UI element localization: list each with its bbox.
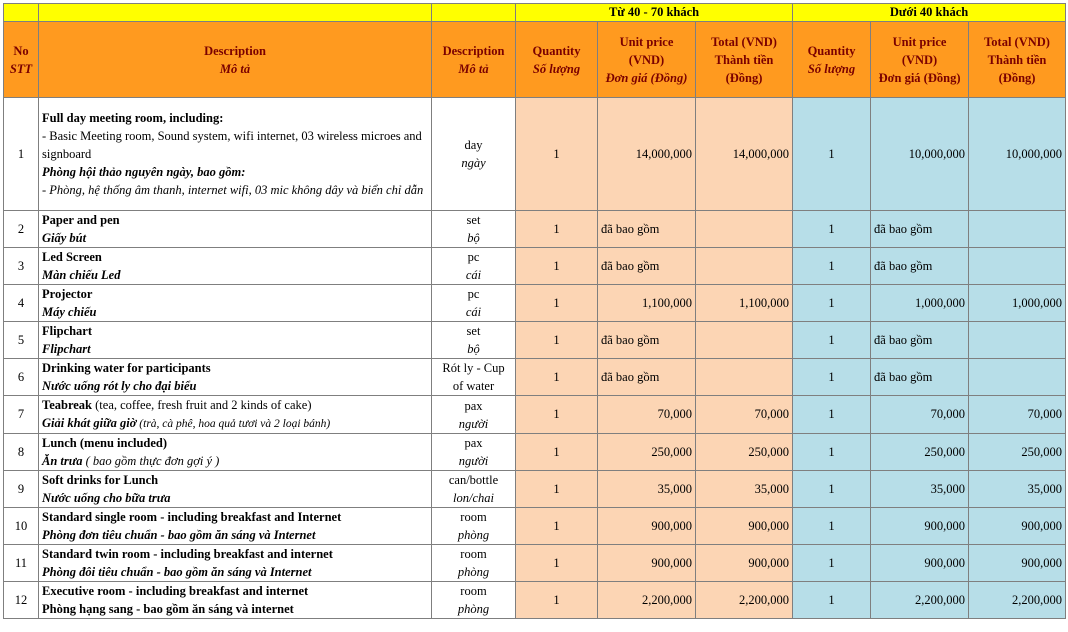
row-title-en: Executive room - including breakfast and internet — [42, 584, 309, 598]
row-total-b: 10,000,000 — [969, 98, 1066, 211]
row-price-a: đã bao gồm — [598, 322, 696, 359]
row-title-vi: Phòng hội thảo nguyên ngày, bao gồm: — [42, 165, 246, 179]
col-header-unit — [432, 22, 516, 98]
row-unit-en: day — [464, 138, 483, 152]
row-number: 5 — [4, 322, 39, 359]
col-header-no-en: No — [13, 43, 29, 58]
row-unit-en: set — [466, 324, 481, 338]
table-row — [4, 582, 1066, 619]
col-header-qty-a-vi: Số lượng — [532, 61, 581, 76]
row-number: 10 — [4, 508, 39, 545]
row-total-b — [969, 322, 1066, 359]
col-header-description — [39, 22, 432, 98]
row-qty-b: 1 — [793, 211, 871, 248]
table-row — [4, 248, 1066, 285]
row-total-a: 900,000 — [696, 545, 793, 582]
row-detail-en: - Basic Meeting room, Sound system, wifi internet, 03 wireless microes and signboard — [42, 129, 422, 161]
row-unit-en: pc — [467, 250, 480, 264]
row-qty-a: 1 — [516, 434, 598, 471]
row-total-b: 250,000 — [969, 434, 1066, 471]
row-total-b: 2,200,000 — [969, 582, 1066, 619]
row-description — [39, 508, 432, 545]
column-header-row — [4, 22, 1066, 98]
row-description — [39, 582, 432, 619]
row-title-vi: Nước uống rót ly cho đại biểu — [42, 379, 197, 393]
row-unit-en: set — [466, 213, 481, 227]
row-price-a: 900,000 — [598, 508, 696, 545]
row-title-en: Led Screen — [42, 250, 102, 264]
row-price-b: đã bao gồm — [871, 359, 969, 396]
row-description — [39, 434, 432, 471]
row-qty-a: 1 — [516, 359, 598, 396]
row-qty-b: 1 — [793, 359, 871, 396]
row-price-a: 900,000 — [598, 545, 696, 582]
row-description — [39, 322, 432, 359]
row-unit — [432, 396, 516, 434]
row-price-a: 35,000 — [598, 471, 696, 508]
row-number: 9 — [4, 471, 39, 508]
row-title-vi: Flipchart — [42, 342, 91, 356]
group-spacer-cell — [4, 4, 39, 22]
col-header-qty-b-vi: Số lượng — [807, 61, 856, 76]
table-row — [4, 508, 1066, 545]
col-header-description-en: Description — [204, 43, 266, 58]
col-header-total-b-en: Total (VND) — [984, 34, 1050, 49]
col-header-price-a — [598, 22, 696, 98]
table-row — [4, 396, 1066, 434]
row-unit — [432, 434, 516, 471]
group-spacer-cell — [432, 4, 516, 22]
row-total-a: 14,000,000 — [696, 98, 793, 211]
row-unit-vi: cái — [465, 268, 482, 282]
row-unit — [432, 98, 516, 211]
col-header-price-b — [871, 22, 969, 98]
row-unit-vi: người — [458, 416, 489, 431]
row-description — [39, 248, 432, 285]
row-number: 8 — [4, 434, 39, 471]
row-qty-b: 1 — [793, 285, 871, 322]
row-description — [39, 285, 432, 322]
row-title-en: Standard twin room - including breakfast and internet — [42, 547, 333, 561]
row-unit-en: pax — [464, 398, 483, 413]
row-title-en: Teabreak — [42, 398, 93, 412]
row-description — [39, 396, 432, 434]
row-title-vi: Phòng đôi tiêu chuẩn - bao gồm ăn sáng và Internet — [42, 565, 312, 579]
row-title-vi: Giải khát giữa giờ — [42, 416, 137, 430]
row-qty-b: 1 — [793, 322, 871, 359]
row-number: 4 — [4, 285, 39, 322]
col-header-total-b — [969, 22, 1066, 98]
row-qty-a: 1 — [516, 285, 598, 322]
row-unit-en: room — [460, 510, 487, 524]
row-unit-vi: phòng — [457, 528, 490, 542]
row-qty-b: 1 — [793, 582, 871, 619]
row-price-a: 14,000,000 — [598, 98, 696, 211]
row-description — [39, 211, 432, 248]
row-price-a: đã bao gồm — [598, 211, 696, 248]
row-unit — [432, 359, 516, 396]
row-unit-en: room — [460, 584, 487, 598]
row-total-a: 35,000 — [696, 471, 793, 508]
row-total-a — [696, 359, 793, 396]
row-total-b — [969, 248, 1066, 285]
row-title-vi: Màn chiếu Led — [42, 268, 121, 282]
col-header-unit-en: Description — [442, 43, 505, 58]
row-price-a: 1,100,000 — [598, 285, 696, 322]
row-price-b: 1,000,000 — [871, 285, 969, 322]
row-unit-vi: ngày — [461, 156, 486, 170]
row-qty-a: 1 — [516, 248, 598, 285]
row-title-en: Soft drinks for Lunch — [42, 473, 159, 487]
row-description — [39, 471, 432, 508]
row-unit-vi: bộ — [467, 342, 480, 356]
row-price-b: 70,000 — [871, 396, 969, 434]
row-description — [39, 359, 432, 396]
table-row — [4, 211, 1066, 248]
row-title-vi-note: (trà, cà phê, hoa quả tươi và 2 loại bánh) — [136, 418, 331, 430]
group-a-label: Từ 40 - 70 khách — [516, 4, 793, 22]
row-price-b: 900,000 — [871, 545, 969, 582]
col-header-unit-vi: Mô tả — [458, 61, 489, 76]
row-number: 7 — [4, 396, 39, 434]
row-unit-en: room — [460, 547, 487, 561]
table-row — [4, 471, 1066, 508]
col-header-qty-a-en: Quantity — [532, 43, 581, 58]
row-total-a: 900,000 — [696, 508, 793, 545]
row-title-vi: Nước uống cho bữa trưa — [42, 491, 171, 505]
group-header-row — [4, 4, 1066, 22]
row-qty-a: 1 — [516, 545, 598, 582]
row-total-b: 900,000 — [969, 545, 1066, 582]
row-price-b: đã bao gồm — [871, 211, 969, 248]
row-total-b: 70,000 — [969, 396, 1066, 434]
col-header-qty-b — [793, 22, 871, 98]
row-total-b: 1,000,000 — [969, 285, 1066, 322]
table-row — [4, 434, 1066, 471]
row-total-a — [696, 211, 793, 248]
row-price-b: 2,200,000 — [871, 582, 969, 619]
group-b-label: Dưới 40 khách — [793, 4, 1066, 22]
row-number: 1 — [4, 98, 39, 211]
row-price-a: 2,200,000 — [598, 582, 696, 619]
row-title-en: Drinking water for participants — [42, 361, 211, 375]
row-number: 11 — [4, 545, 39, 582]
row-description — [39, 545, 432, 582]
row-unit-vi: phòng — [457, 602, 490, 616]
row-number: 2 — [4, 211, 39, 248]
row-price-a: 250,000 — [598, 434, 696, 471]
col-header-no — [4, 22, 39, 98]
row-description — [39, 98, 432, 211]
table-row — [4, 285, 1066, 322]
row-qty-a: 1 — [516, 322, 598, 359]
quotation-table — [3, 3, 1066, 619]
row-title-vi: Giấy bút — [42, 231, 87, 245]
row-qty-a: 1 — [516, 508, 598, 545]
row-unit-en: pc — [467, 287, 480, 301]
row-unit — [432, 582, 516, 619]
table-row — [4, 98, 1066, 211]
row-unit — [432, 545, 516, 582]
row-title-en: Paper and pen — [42, 213, 120, 227]
col-header-qty-a — [516, 22, 598, 98]
row-total-b — [969, 359, 1066, 396]
row-price-a: đã bao gồm — [598, 248, 696, 285]
row-number: 3 — [4, 248, 39, 285]
row-unit — [432, 248, 516, 285]
row-title-en: Lunch (menu included) — [42, 436, 168, 450]
table-row — [4, 359, 1066, 396]
col-header-price-a-vi: Đơn giá (Đồng) — [605, 70, 688, 85]
row-qty-a: 1 — [516, 98, 598, 211]
col-header-description-vi: Mô tả — [219, 61, 251, 76]
row-title-vi-note: ( bao gồm thực đơn gợi ý ) — [82, 454, 220, 468]
col-header-total-a-vi: Thành tiền (Đồng) — [714, 52, 774, 85]
row-total-a: 2,200,000 — [696, 582, 793, 619]
col-header-no-vi: STT — [9, 61, 33, 76]
row-total-b — [969, 211, 1066, 248]
row-title-vi: Phòng đơn tiêu chuẩn - bao gồm ăn sáng và Internet — [42, 528, 316, 542]
row-qty-a: 1 — [516, 582, 598, 619]
row-unit-vi: người — [458, 454, 489, 468]
row-total-a: 70,000 — [696, 396, 793, 434]
row-qty-b: 1 — [793, 396, 871, 434]
row-title-vi: Máy chiếu — [42, 305, 97, 319]
col-header-price-b-en: Unit price (VND) — [892, 34, 947, 67]
row-unit — [432, 211, 516, 248]
row-unit — [432, 322, 516, 359]
col-header-price-a-en: Unit price (VND) — [619, 34, 674, 67]
row-qty-a: 1 — [516, 396, 598, 434]
row-detail-vi: - Phòng, hệ thống âm thanh, internet wifi, 03 mic không dây và biển chỉ dẫn — [42, 183, 424, 197]
row-price-b: 10,000,000 — [871, 98, 969, 211]
table-row — [4, 322, 1066, 359]
row-unit-vi: cái — [465, 305, 482, 319]
row-unit-en: pax — [464, 436, 483, 450]
row-unit-vi: of water — [452, 379, 495, 393]
row-qty-b: 1 — [793, 545, 871, 582]
row-price-b: 250,000 — [871, 434, 969, 471]
col-header-price-b-vi: Đơn giá (Đồng) — [878, 70, 961, 85]
row-qty-b: 1 — [793, 434, 871, 471]
row-number: 12 — [4, 582, 39, 619]
row-total-b: 35,000 — [969, 471, 1066, 508]
col-header-total-a-en: Total (VND) — [711, 34, 777, 49]
row-total-a: 250,000 — [696, 434, 793, 471]
row-unit — [432, 508, 516, 545]
row-total-b: 900,000 — [969, 508, 1066, 545]
row-price-a: 70,000 — [598, 396, 696, 434]
row-unit-en: can/bottle — [448, 473, 499, 487]
row-unit — [432, 471, 516, 508]
row-title-en: Projector — [42, 287, 93, 301]
col-header-total-b-vi: Thành tiền (Đồng) — [987, 52, 1047, 85]
row-unit-vi: lon/chai — [453, 491, 494, 505]
row-unit-en: Rót ly - Cup — [442, 361, 505, 375]
row-price-b: đã bao gồm — [871, 248, 969, 285]
row-number: 6 — [4, 359, 39, 396]
row-total-a: 1,100,000 — [696, 285, 793, 322]
row-total-a — [696, 248, 793, 285]
row-title-vi: Ăn trưa — [42, 454, 83, 468]
row-unit-vi: phòng — [457, 565, 490, 579]
col-header-total-a — [696, 22, 793, 98]
row-title-en: Full day meeting room, including: — [42, 111, 224, 125]
col-header-qty-b-en: Quantity — [807, 43, 856, 58]
row-unit-vi: bộ — [467, 231, 480, 245]
row-price-b: đã bao gồm — [871, 322, 969, 359]
row-qty-a: 1 — [516, 471, 598, 508]
row-price-b: 35,000 — [871, 471, 969, 508]
row-total-a — [696, 322, 793, 359]
row-price-b: 900,000 — [871, 508, 969, 545]
row-unit — [432, 285, 516, 322]
row-title-en-note: (tea, coffee, fresh fruit and 2 kinds of cake) — [92, 398, 312, 412]
table-row — [4, 545, 1066, 582]
row-qty-b: 1 — [793, 248, 871, 285]
group-spacer-cell — [39, 4, 432, 22]
row-qty-b: 1 — [793, 98, 871, 211]
row-title-en: Flipchart — [42, 324, 92, 338]
row-title-vi: Phòng hạng sang - bao gồm ăn sáng và internet — [42, 602, 294, 616]
row-title-en: Standard single room - including breakfast and Internet — [42, 510, 342, 524]
row-qty-a: 1 — [516, 211, 598, 248]
row-price-a: đã bao gồm — [598, 359, 696, 396]
row-qty-b: 1 — [793, 471, 871, 508]
row-qty-b: 1 — [793, 508, 871, 545]
